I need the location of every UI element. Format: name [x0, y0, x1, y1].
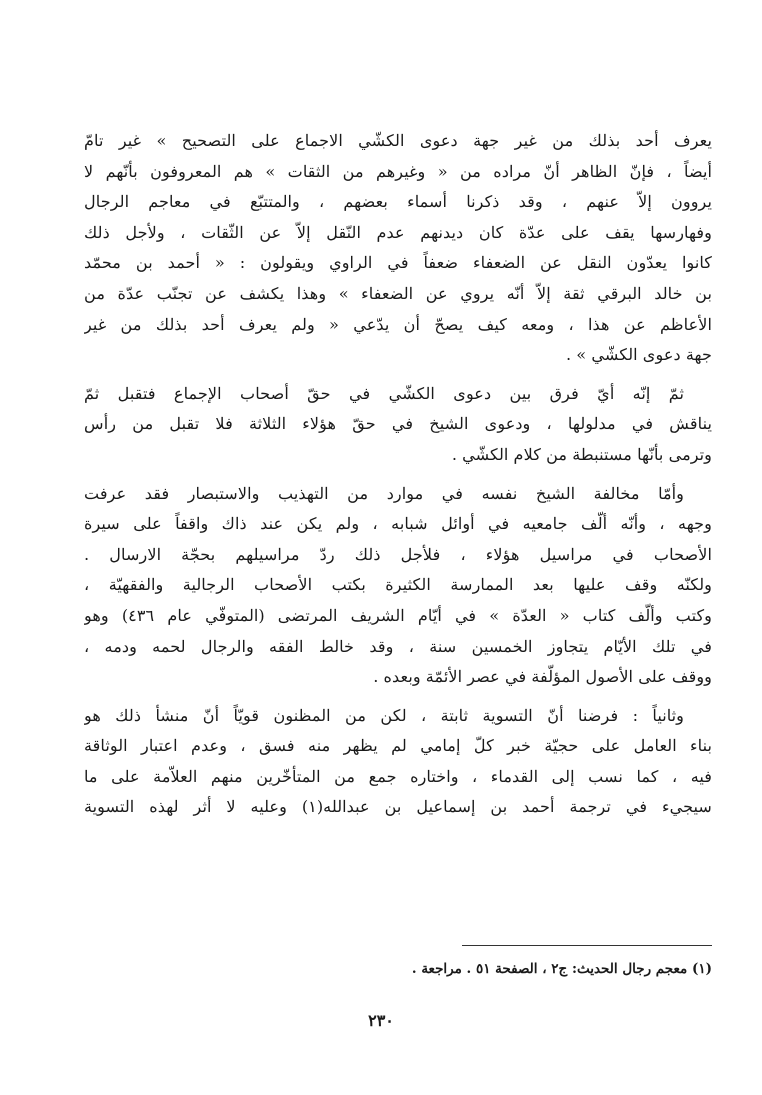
text-line: وكتب وألّف كتاب « العدّة » في أيّام الشريف المرتضى (المتوفّي عام ٤٣٦) وهو [84, 605, 712, 625]
paragraph-2 [84, 379, 712, 471]
text-line: سيجيء في ترجمة أحمد بن إسماعيل بن عبدالله(١) وعليه لا أثر لهذه التسوية [84, 797, 712, 817]
footnote-divider [462, 945, 712, 946]
text-line: الأعاظم عن هذا ، ومعه كيف يصحّ أن يدّعي « ولم يعرف أحد بذلك من غير [84, 314, 712, 334]
text-line: وفهارسها يقف على عدّة كان ديدنهم عدم النّقل إلاّ عن الثّقات ، ولأجل ذلك [84, 222, 712, 242]
text-line: ولكنّه وقف عليها بعد الممارسة الكثيرة بكتب الأصحاب الرجالية والفقهيّة ، [84, 575, 712, 595]
paragraph-1 [84, 126, 712, 371]
text-line: ثمّ إنّه أيّ فرق بين دعوى الكشّي في حقّ أصحاب الإجماع فتقبل ثمّ [84, 383, 684, 403]
text-line: أيضاً ، فإنّ الظاهر أنّ مراده من « وغيرهم من الثقات » هم المعروفون بأنّهم لا [84, 161, 712, 181]
text-line: يعرف أحد بذلك من غير جهة دعوى الكشّي الاجماع على التصحيح » غير تامّ [84, 131, 712, 150]
text-line: وأمّا مخالفة الشيخ نفسه في موارد من التهذيب والاستبصار فقد عرفت [84, 483, 684, 503]
footnote: (١) معجم رجال الحديث: ج٢ ، الصفحة ٥١ . مراجعة . [411, 961, 712, 977]
page-body [84, 126, 712, 831]
text-line: وترمى بأنّها مستنبطة من كلام الكشّي . [451, 444, 712, 464]
text-line: فيه ، كما نسب إلى القدماء ، واختاره جمع من المتأخّرين منهم العلاّمة على ما [84, 766, 712, 786]
text-line: وثانياً : فرضنا أنّ التسوية ثابتة ، لكن من المظنون قويّاً أنّ منشأ ذلك هو [84, 705, 684, 725]
text-line: ووقف على الأصول المؤلّفة في عصر الأئمّة وبعده . [373, 667, 712, 687]
text-line: يروون إلاّ عنهم ، وقد ذكرنا أسماء بعضهم ، والمتتبّع في معاجم الرجال [84, 192, 712, 212]
text-line: الأصحاب في مراسيل هؤلاء ، فلأجل ذلك ردّ مراسيلهم بحجّة الارسال . [84, 544, 712, 564]
text-line: كانوا يعدّون النقل عن الضعفاء ضعفاً في الراوي ويقولون : « أحمد بن محمّد [84, 253, 712, 273]
text-line: في تلك الأيّام يتجاوز الخمسين سنة ، وقد خالط الفقه والرجال لحمه ودمه ، [84, 636, 712, 656]
text-line: بن خالد البرقي ثقة إلاّ أنّه يروي عن الضعفاء » وهذا يكشف عن تجنّب عدّة من [84, 283, 712, 303]
text-line: جهة دعوى الكشّي » . [566, 345, 712, 365]
page-number: ٢٣٠ [368, 1011, 394, 1030]
text-line: وجهه ، وأنّه ألّف جامعيه في أوائل شبابه ، ولم يكن عند ذاك واقفاً على سيرة [84, 514, 712, 534]
paragraph-4 [84, 701, 712, 823]
text-line: بناء العامل على حجيّة خبر كلّ إمامي لم يظهر منه فسق ، وعدم اعتبار الوثاقة [84, 736, 712, 756]
paragraph-3 [84, 479, 712, 693]
text-line: يناقش في مدلولها ، ودعوى الشيخ في حقّ هؤلاء الثلاثة فلا تقبل من رأس [84, 414, 712, 434]
